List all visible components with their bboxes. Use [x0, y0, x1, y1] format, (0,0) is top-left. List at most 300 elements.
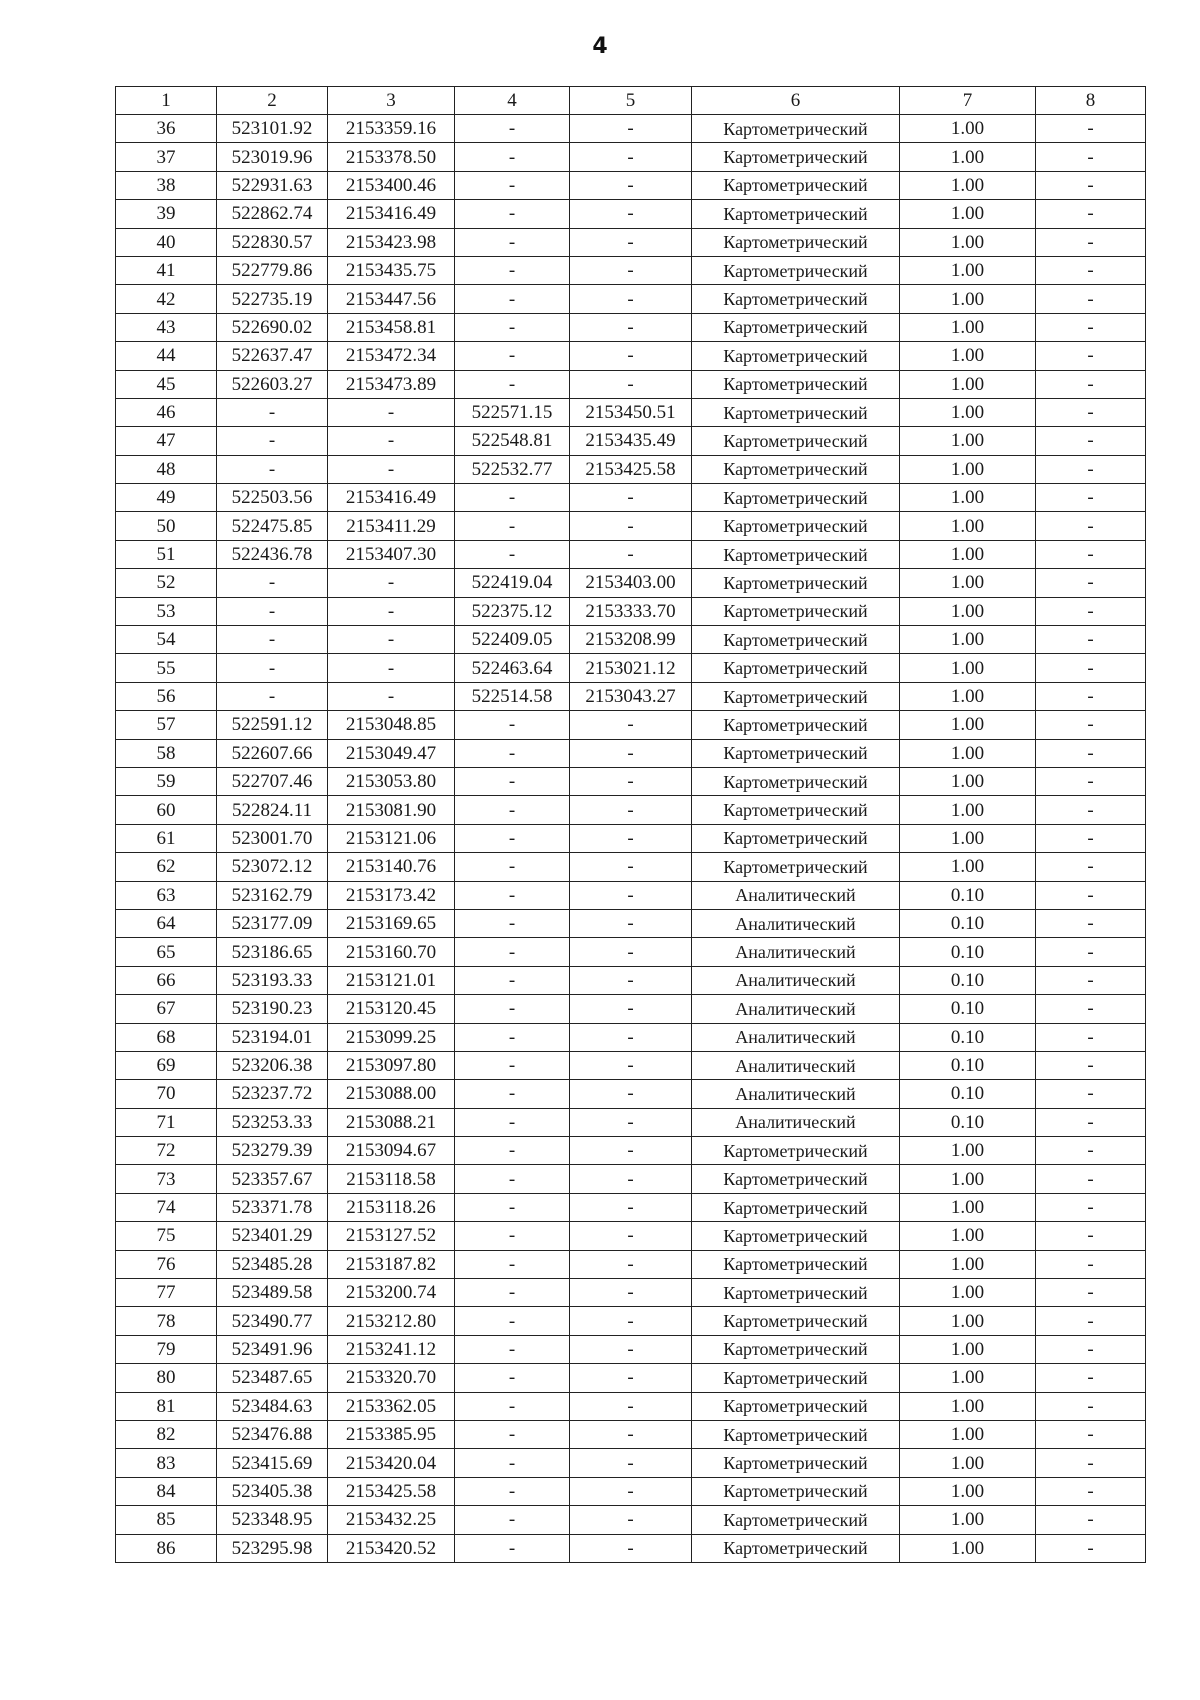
table-row: [116, 1364, 1146, 1392]
method-cell: Картометрический: [692, 1534, 900, 1562]
x-coordinate-new-cell: -: [455, 370, 570, 398]
point-number-cell: 72: [116, 1137, 217, 1165]
note-cell: -: [1036, 228, 1146, 256]
x-coordinate-new-cell: -: [455, 1023, 570, 1051]
point-number-cell: 63: [116, 881, 217, 909]
method-cell: Картометрический: [692, 767, 900, 795]
note-cell: -: [1036, 995, 1146, 1023]
point-number-cell: 80: [116, 1364, 217, 1392]
point-number-cell: 45: [116, 370, 217, 398]
method-cell: Картометрический: [692, 342, 900, 370]
y-coordinate-cell: 2153094.67: [328, 1137, 455, 1165]
y-coordinate-new-cell: 2153043.27: [570, 682, 692, 710]
note-cell: -: [1036, 455, 1146, 483]
note-cell: -: [1036, 1279, 1146, 1307]
x-coordinate-new-cell: -: [455, 1193, 570, 1221]
method-cell: Картометрический: [692, 1250, 900, 1278]
x-coordinate-new-cell: 522375.12: [455, 597, 570, 625]
note-cell: -: [1036, 1364, 1146, 1392]
table-row: [116, 739, 1146, 767]
accuracy-cell: 1.00: [900, 455, 1036, 483]
note-cell: -: [1036, 342, 1146, 370]
method-cell: Картометрический: [692, 654, 900, 682]
y-coordinate-cell: 2153320.70: [328, 1364, 455, 1392]
x-coordinate-new-cell: -: [455, 1335, 570, 1363]
y-coordinate-new-cell: -: [570, 285, 692, 313]
table-row: [116, 200, 1146, 228]
y-coordinate-new-cell: -: [570, 1534, 692, 1562]
note-cell: -: [1036, 1222, 1146, 1250]
accuracy-cell: 1.00: [900, 313, 1036, 341]
y-coordinate-new-cell: -: [570, 1392, 692, 1420]
y-coordinate-cell: 2153385.95: [328, 1420, 455, 1448]
method-cell: Картометрический: [692, 512, 900, 540]
x-coordinate-cell: 523206.38: [217, 1051, 328, 1079]
x-coordinate-new-cell: -: [455, 512, 570, 540]
y-coordinate-new-cell: -: [570, 200, 692, 228]
accuracy-cell: 1.00: [900, 853, 1036, 881]
method-cell: Картометрический: [692, 200, 900, 228]
table-row: [116, 597, 1146, 625]
x-coordinate-cell: 522607.66: [217, 739, 328, 767]
y-coordinate-new-cell: -: [570, 824, 692, 852]
y-coordinate-new-cell: -: [570, 1137, 692, 1165]
accuracy-cell: 1.00: [900, 1477, 1036, 1505]
table-row: [116, 966, 1146, 994]
point-number-cell: 58: [116, 739, 217, 767]
accuracy-cell: 1.00: [900, 342, 1036, 370]
method-cell: Картометрический: [692, 1165, 900, 1193]
accuracy-cell: 1.00: [900, 626, 1036, 654]
accuracy-cell: 1.00: [900, 1534, 1036, 1562]
y-coordinate-cell: 2153099.25: [328, 1023, 455, 1051]
x-coordinate-cell: 523405.38: [217, 1477, 328, 1505]
x-coordinate-new-cell: -: [455, 540, 570, 568]
method-cell: Картометрический: [692, 824, 900, 852]
x-coordinate-cell: 523490.77: [217, 1307, 328, 1335]
x-coordinate-cell: 522824.11: [217, 796, 328, 824]
method-cell: Аналитический: [692, 909, 900, 937]
table-row: [116, 853, 1146, 881]
column-header: 4: [455, 87, 570, 115]
accuracy-cell: 1.00: [900, 711, 1036, 739]
accuracy-cell: 1.00: [900, 654, 1036, 682]
x-coordinate-cell: 523371.78: [217, 1193, 328, 1221]
x-coordinate-new-cell: -: [455, 171, 570, 199]
y-coordinate-cell: -: [328, 427, 455, 455]
x-coordinate-cell: 523491.96: [217, 1335, 328, 1363]
accuracy-cell: 1.00: [900, 1137, 1036, 1165]
table-row: [116, 682, 1146, 710]
column-header: 3: [328, 87, 455, 115]
table-row: [116, 626, 1146, 654]
note-cell: -: [1036, 171, 1146, 199]
x-coordinate-cell: -: [217, 455, 328, 483]
x-coordinate-new-cell: -: [455, 881, 570, 909]
x-coordinate-cell: 522830.57: [217, 228, 328, 256]
method-cell: Картометрический: [692, 1506, 900, 1534]
y-coordinate-cell: -: [328, 569, 455, 597]
point-number-cell: 79: [116, 1335, 217, 1363]
x-coordinate-cell: 523253.33: [217, 1108, 328, 1136]
x-coordinate-new-cell: -: [455, 1250, 570, 1278]
y-coordinate-new-cell: -: [570, 1420, 692, 1448]
accuracy-cell: 0.10: [900, 909, 1036, 937]
point-number-cell: 78: [116, 1307, 217, 1335]
x-coordinate-new-cell: -: [455, 285, 570, 313]
y-coordinate-new-cell: -: [570, 342, 692, 370]
y-coordinate-new-cell: -: [570, 1279, 692, 1307]
y-coordinate-new-cell: -: [570, 995, 692, 1023]
note-cell: -: [1036, 1420, 1146, 1448]
x-coordinate-cell: 523484.63: [217, 1392, 328, 1420]
y-coordinate-cell: -: [328, 682, 455, 710]
note-cell: -: [1036, 853, 1146, 881]
y-coordinate-new-cell: -: [570, 1477, 692, 1505]
y-coordinate-cell: 2153416.49: [328, 200, 455, 228]
method-cell: Аналитический: [692, 938, 900, 966]
y-coordinate-new-cell: -: [570, 512, 692, 540]
method-cell: Аналитический: [692, 1080, 900, 1108]
y-coordinate-new-cell: -: [570, 1250, 692, 1278]
table-row: [116, 455, 1146, 483]
x-coordinate-new-cell: -: [455, 1080, 570, 1108]
point-number-cell: 59: [116, 767, 217, 795]
accuracy-cell: 1.00: [900, 115, 1036, 143]
accuracy-cell: 1.00: [900, 256, 1036, 284]
x-coordinate-new-cell: 522409.05: [455, 626, 570, 654]
y-coordinate-cell: 2153120.45: [328, 995, 455, 1023]
table-row: [116, 1534, 1146, 1562]
method-cell: Картометрический: [692, 1449, 900, 1477]
x-coordinate-cell: 523295.98: [217, 1534, 328, 1562]
y-coordinate-cell: 2153359.16: [328, 115, 455, 143]
table-row: [116, 654, 1146, 682]
accuracy-cell: 1.00: [900, 569, 1036, 597]
y-coordinate-cell: 2153053.80: [328, 767, 455, 795]
accuracy-cell: 1.00: [900, 512, 1036, 540]
note-cell: -: [1036, 739, 1146, 767]
x-coordinate-new-cell: -: [455, 966, 570, 994]
table-row: [116, 711, 1146, 739]
point-number-cell: 65: [116, 938, 217, 966]
y-coordinate-cell: 2153472.34: [328, 342, 455, 370]
accuracy-cell: 1.00: [900, 1222, 1036, 1250]
x-coordinate-new-cell: 522419.04: [455, 569, 570, 597]
x-coordinate-cell: 523415.69: [217, 1449, 328, 1477]
accuracy-cell: 1.00: [900, 1335, 1036, 1363]
y-coordinate-cell: 2153127.52: [328, 1222, 455, 1250]
point-number-cell: 62: [116, 853, 217, 881]
table-row: [116, 1165, 1146, 1193]
point-number-cell: 85: [116, 1506, 217, 1534]
method-cell: Картометрический: [692, 1420, 900, 1448]
x-coordinate-new-cell: -: [455, 313, 570, 341]
accuracy-cell: 0.10: [900, 938, 1036, 966]
y-coordinate-new-cell: -: [570, 711, 692, 739]
point-number-cell: 70: [116, 1080, 217, 1108]
x-coordinate-new-cell: -: [455, 1307, 570, 1335]
table-row: [116, 1506, 1146, 1534]
point-number-cell: 56: [116, 682, 217, 710]
y-coordinate-new-cell: -: [570, 1222, 692, 1250]
y-coordinate-new-cell: 2153333.70: [570, 597, 692, 625]
y-coordinate-cell: 2153173.42: [328, 881, 455, 909]
method-cell: Картометрический: [692, 1222, 900, 1250]
note-cell: -: [1036, 1335, 1146, 1363]
y-coordinate-new-cell: -: [570, 1193, 692, 1221]
point-number-cell: 48: [116, 455, 217, 483]
x-coordinate-new-cell: -: [455, 909, 570, 937]
note-cell: -: [1036, 1080, 1146, 1108]
x-coordinate-cell: -: [217, 654, 328, 682]
method-cell: Картометрический: [692, 228, 900, 256]
x-coordinate-cell: -: [217, 626, 328, 654]
x-coordinate-new-cell: 522548.81: [455, 427, 570, 455]
table-row: [116, 1420, 1146, 1448]
method-cell: Аналитический: [692, 1023, 900, 1051]
x-coordinate-cell: 522707.46: [217, 767, 328, 795]
column-header: 6: [692, 87, 900, 115]
y-coordinate-cell: 2153411.29: [328, 512, 455, 540]
table-row: [116, 767, 1146, 795]
x-coordinate-cell: 523279.39: [217, 1137, 328, 1165]
note-cell: -: [1036, 1108, 1146, 1136]
x-coordinate-cell: -: [217, 682, 328, 710]
x-coordinate-cell: 523072.12: [217, 853, 328, 881]
x-coordinate-new-cell: -: [455, 1477, 570, 1505]
x-coordinate-new-cell: -: [455, 1364, 570, 1392]
x-coordinate-new-cell: -: [455, 1279, 570, 1307]
point-number-cell: 71: [116, 1108, 217, 1136]
x-coordinate-new-cell: -: [455, 342, 570, 370]
accuracy-cell: 1.00: [900, 484, 1036, 512]
y-coordinate-new-cell: -: [570, 909, 692, 937]
page-number: 4: [592, 34, 608, 59]
y-coordinate-cell: 2153088.00: [328, 1080, 455, 1108]
note-cell: -: [1036, 938, 1146, 966]
table-row: [116, 143, 1146, 171]
table-row: [116, 1335, 1146, 1363]
table-row: [116, 881, 1146, 909]
x-coordinate-cell: 523485.28: [217, 1250, 328, 1278]
x-coordinate-new-cell: 522571.15: [455, 398, 570, 426]
x-coordinate-new-cell: -: [455, 1108, 570, 1136]
x-coordinate-new-cell: -: [455, 796, 570, 824]
point-number-cell: 84: [116, 1477, 217, 1505]
y-coordinate-cell: 2153458.81: [328, 313, 455, 341]
x-coordinate-cell: 523190.23: [217, 995, 328, 1023]
x-coordinate-new-cell: -: [455, 1137, 570, 1165]
accuracy-cell: 1.00: [900, 767, 1036, 795]
y-coordinate-new-cell: -: [570, 256, 692, 284]
y-coordinate-new-cell: -: [570, 1506, 692, 1534]
x-coordinate-new-cell: -: [455, 228, 570, 256]
point-number-cell: 37: [116, 143, 217, 171]
note-cell: -: [1036, 285, 1146, 313]
y-coordinate-new-cell: -: [570, 171, 692, 199]
table-row: [116, 824, 1146, 852]
note-cell: -: [1036, 115, 1146, 143]
table-row: [116, 1477, 1146, 1505]
y-coordinate-cell: -: [328, 654, 455, 682]
y-coordinate-cell: 2153121.01: [328, 966, 455, 994]
x-coordinate-cell: 522436.78: [217, 540, 328, 568]
note-cell: -: [1036, 1392, 1146, 1420]
y-coordinate-cell: 2153407.30: [328, 540, 455, 568]
accuracy-cell: 0.10: [900, 995, 1036, 1023]
x-coordinate-new-cell: -: [455, 1534, 570, 1562]
x-coordinate-cell: -: [217, 569, 328, 597]
note-cell: -: [1036, 909, 1146, 937]
y-coordinate-new-cell: -: [570, 1364, 692, 1392]
point-number-cell: 67: [116, 995, 217, 1023]
point-number-cell: 43: [116, 313, 217, 341]
point-number-cell: 46: [116, 398, 217, 426]
method-cell: Картометрический: [692, 256, 900, 284]
y-coordinate-cell: 2153081.90: [328, 796, 455, 824]
table-row: [116, 569, 1146, 597]
x-coordinate-cell: 523194.01: [217, 1023, 328, 1051]
coordinates-table: [115, 86, 1146, 1563]
table-row: [116, 1080, 1146, 1108]
x-coordinate-new-cell: -: [455, 1222, 570, 1250]
note-cell: -: [1036, 796, 1146, 824]
x-coordinate-new-cell: -: [455, 256, 570, 284]
table-row: [116, 1279, 1146, 1307]
y-coordinate-cell: -: [328, 597, 455, 625]
point-number-cell: 74: [116, 1193, 217, 1221]
y-coordinate-new-cell: -: [570, 143, 692, 171]
x-coordinate-cell: 523489.58: [217, 1279, 328, 1307]
accuracy-cell: 1.00: [900, 1392, 1036, 1420]
x-coordinate-new-cell: -: [455, 1051, 570, 1079]
method-cell: Картометрический: [692, 711, 900, 739]
method-cell: Картометрический: [692, 597, 900, 625]
note-cell: -: [1036, 597, 1146, 625]
accuracy-cell: 0.10: [900, 1023, 1036, 1051]
y-coordinate-new-cell: 2153021.12: [570, 654, 692, 682]
x-coordinate-cell: 523162.79: [217, 881, 328, 909]
x-coordinate-cell: 523487.65: [217, 1364, 328, 1392]
accuracy-cell: 1.00: [900, 1193, 1036, 1221]
note-cell: -: [1036, 370, 1146, 398]
point-number-cell: 39: [116, 200, 217, 228]
y-coordinate-cell: 2153423.98: [328, 228, 455, 256]
x-coordinate-cell: 523193.33: [217, 966, 328, 994]
table-row: [116, 1108, 1146, 1136]
table-row: [116, 1023, 1146, 1051]
x-coordinate-cell: 523001.70: [217, 824, 328, 852]
y-coordinate-new-cell: -: [570, 540, 692, 568]
accuracy-cell: 1.00: [900, 143, 1036, 171]
point-number-cell: 42: [116, 285, 217, 313]
accuracy-cell: 1.00: [900, 1250, 1036, 1278]
y-coordinate-cell: 2153169.65: [328, 909, 455, 937]
note-cell: -: [1036, 654, 1146, 682]
table-row: [116, 1449, 1146, 1477]
method-cell: Картометрический: [692, 540, 900, 568]
accuracy-cell: 0.10: [900, 881, 1036, 909]
x-coordinate-new-cell: 522514.58: [455, 682, 570, 710]
y-coordinate-cell: 2153400.46: [328, 171, 455, 199]
x-coordinate-cell: 523476.88: [217, 1420, 328, 1448]
method-cell: Картометрический: [692, 1137, 900, 1165]
y-coordinate-cell: 2153088.21: [328, 1108, 455, 1136]
x-coordinate-new-cell: -: [455, 995, 570, 1023]
y-coordinate-new-cell: -: [570, 938, 692, 966]
accuracy-cell: 0.10: [900, 1051, 1036, 1079]
point-number-cell: 86: [116, 1534, 217, 1562]
note-cell: -: [1036, 626, 1146, 654]
y-coordinate-cell: 2153362.05: [328, 1392, 455, 1420]
x-coordinate-cell: 523177.09: [217, 909, 328, 937]
accuracy-cell: 0.10: [900, 1108, 1036, 1136]
x-coordinate-new-cell: 522532.77: [455, 455, 570, 483]
x-coordinate-cell: 523348.95: [217, 1506, 328, 1534]
point-number-cell: 64: [116, 909, 217, 937]
x-coordinate-cell: 522690.02: [217, 313, 328, 341]
y-coordinate-cell: 2153473.89: [328, 370, 455, 398]
note-cell: -: [1036, 143, 1146, 171]
method-cell: Картометрический: [692, 1477, 900, 1505]
y-coordinate-cell: -: [328, 455, 455, 483]
note-cell: -: [1036, 1449, 1146, 1477]
method-cell: Картометрический: [692, 171, 900, 199]
y-coordinate-new-cell: -: [570, 1023, 692, 1051]
y-coordinate-new-cell: -: [570, 313, 692, 341]
y-coordinate-cell: 2153140.76: [328, 853, 455, 881]
x-coordinate-cell: 523357.67: [217, 1165, 328, 1193]
x-coordinate-cell: 523401.29: [217, 1222, 328, 1250]
y-coordinate-new-cell: -: [570, 484, 692, 512]
x-coordinate-new-cell: -: [455, 484, 570, 512]
point-number-cell: 75: [116, 1222, 217, 1250]
table-row: [116, 1250, 1146, 1278]
column-header: 2: [217, 87, 328, 115]
y-coordinate-new-cell: 2153208.99: [570, 626, 692, 654]
x-coordinate-new-cell: -: [455, 1449, 570, 1477]
y-coordinate-new-cell: -: [570, 966, 692, 994]
note-cell: -: [1036, 569, 1146, 597]
x-coordinate-cell: 522735.19: [217, 285, 328, 313]
table-row: [116, 1222, 1146, 1250]
y-coordinate-new-cell: -: [570, 881, 692, 909]
x-coordinate-cell: 522862.74: [217, 200, 328, 228]
point-number-cell: 50: [116, 512, 217, 540]
note-cell: -: [1036, 1051, 1146, 1079]
point-number-cell: 54: [116, 626, 217, 654]
x-coordinate-new-cell: 522463.64: [455, 654, 570, 682]
y-coordinate-new-cell: -: [570, 228, 692, 256]
table-row: [116, 228, 1146, 256]
method-cell: Картометрический: [692, 398, 900, 426]
y-coordinate-cell: 2153187.82: [328, 1250, 455, 1278]
x-coordinate-cell: 523019.96: [217, 143, 328, 171]
point-number-cell: 76: [116, 1250, 217, 1278]
point-number-cell: 44: [116, 342, 217, 370]
method-cell: Картометрический: [692, 143, 900, 171]
x-coordinate-cell: -: [217, 398, 328, 426]
note-cell: -: [1036, 1250, 1146, 1278]
y-coordinate-cell: 2153425.58: [328, 1477, 455, 1505]
y-coordinate-new-cell: -: [570, 796, 692, 824]
x-coordinate-new-cell: -: [455, 767, 570, 795]
table-row: [116, 115, 1146, 143]
x-coordinate-cell: 522931.63: [217, 171, 328, 199]
accuracy-cell: 1.00: [900, 1165, 1036, 1193]
x-coordinate-cell: 522779.86: [217, 256, 328, 284]
